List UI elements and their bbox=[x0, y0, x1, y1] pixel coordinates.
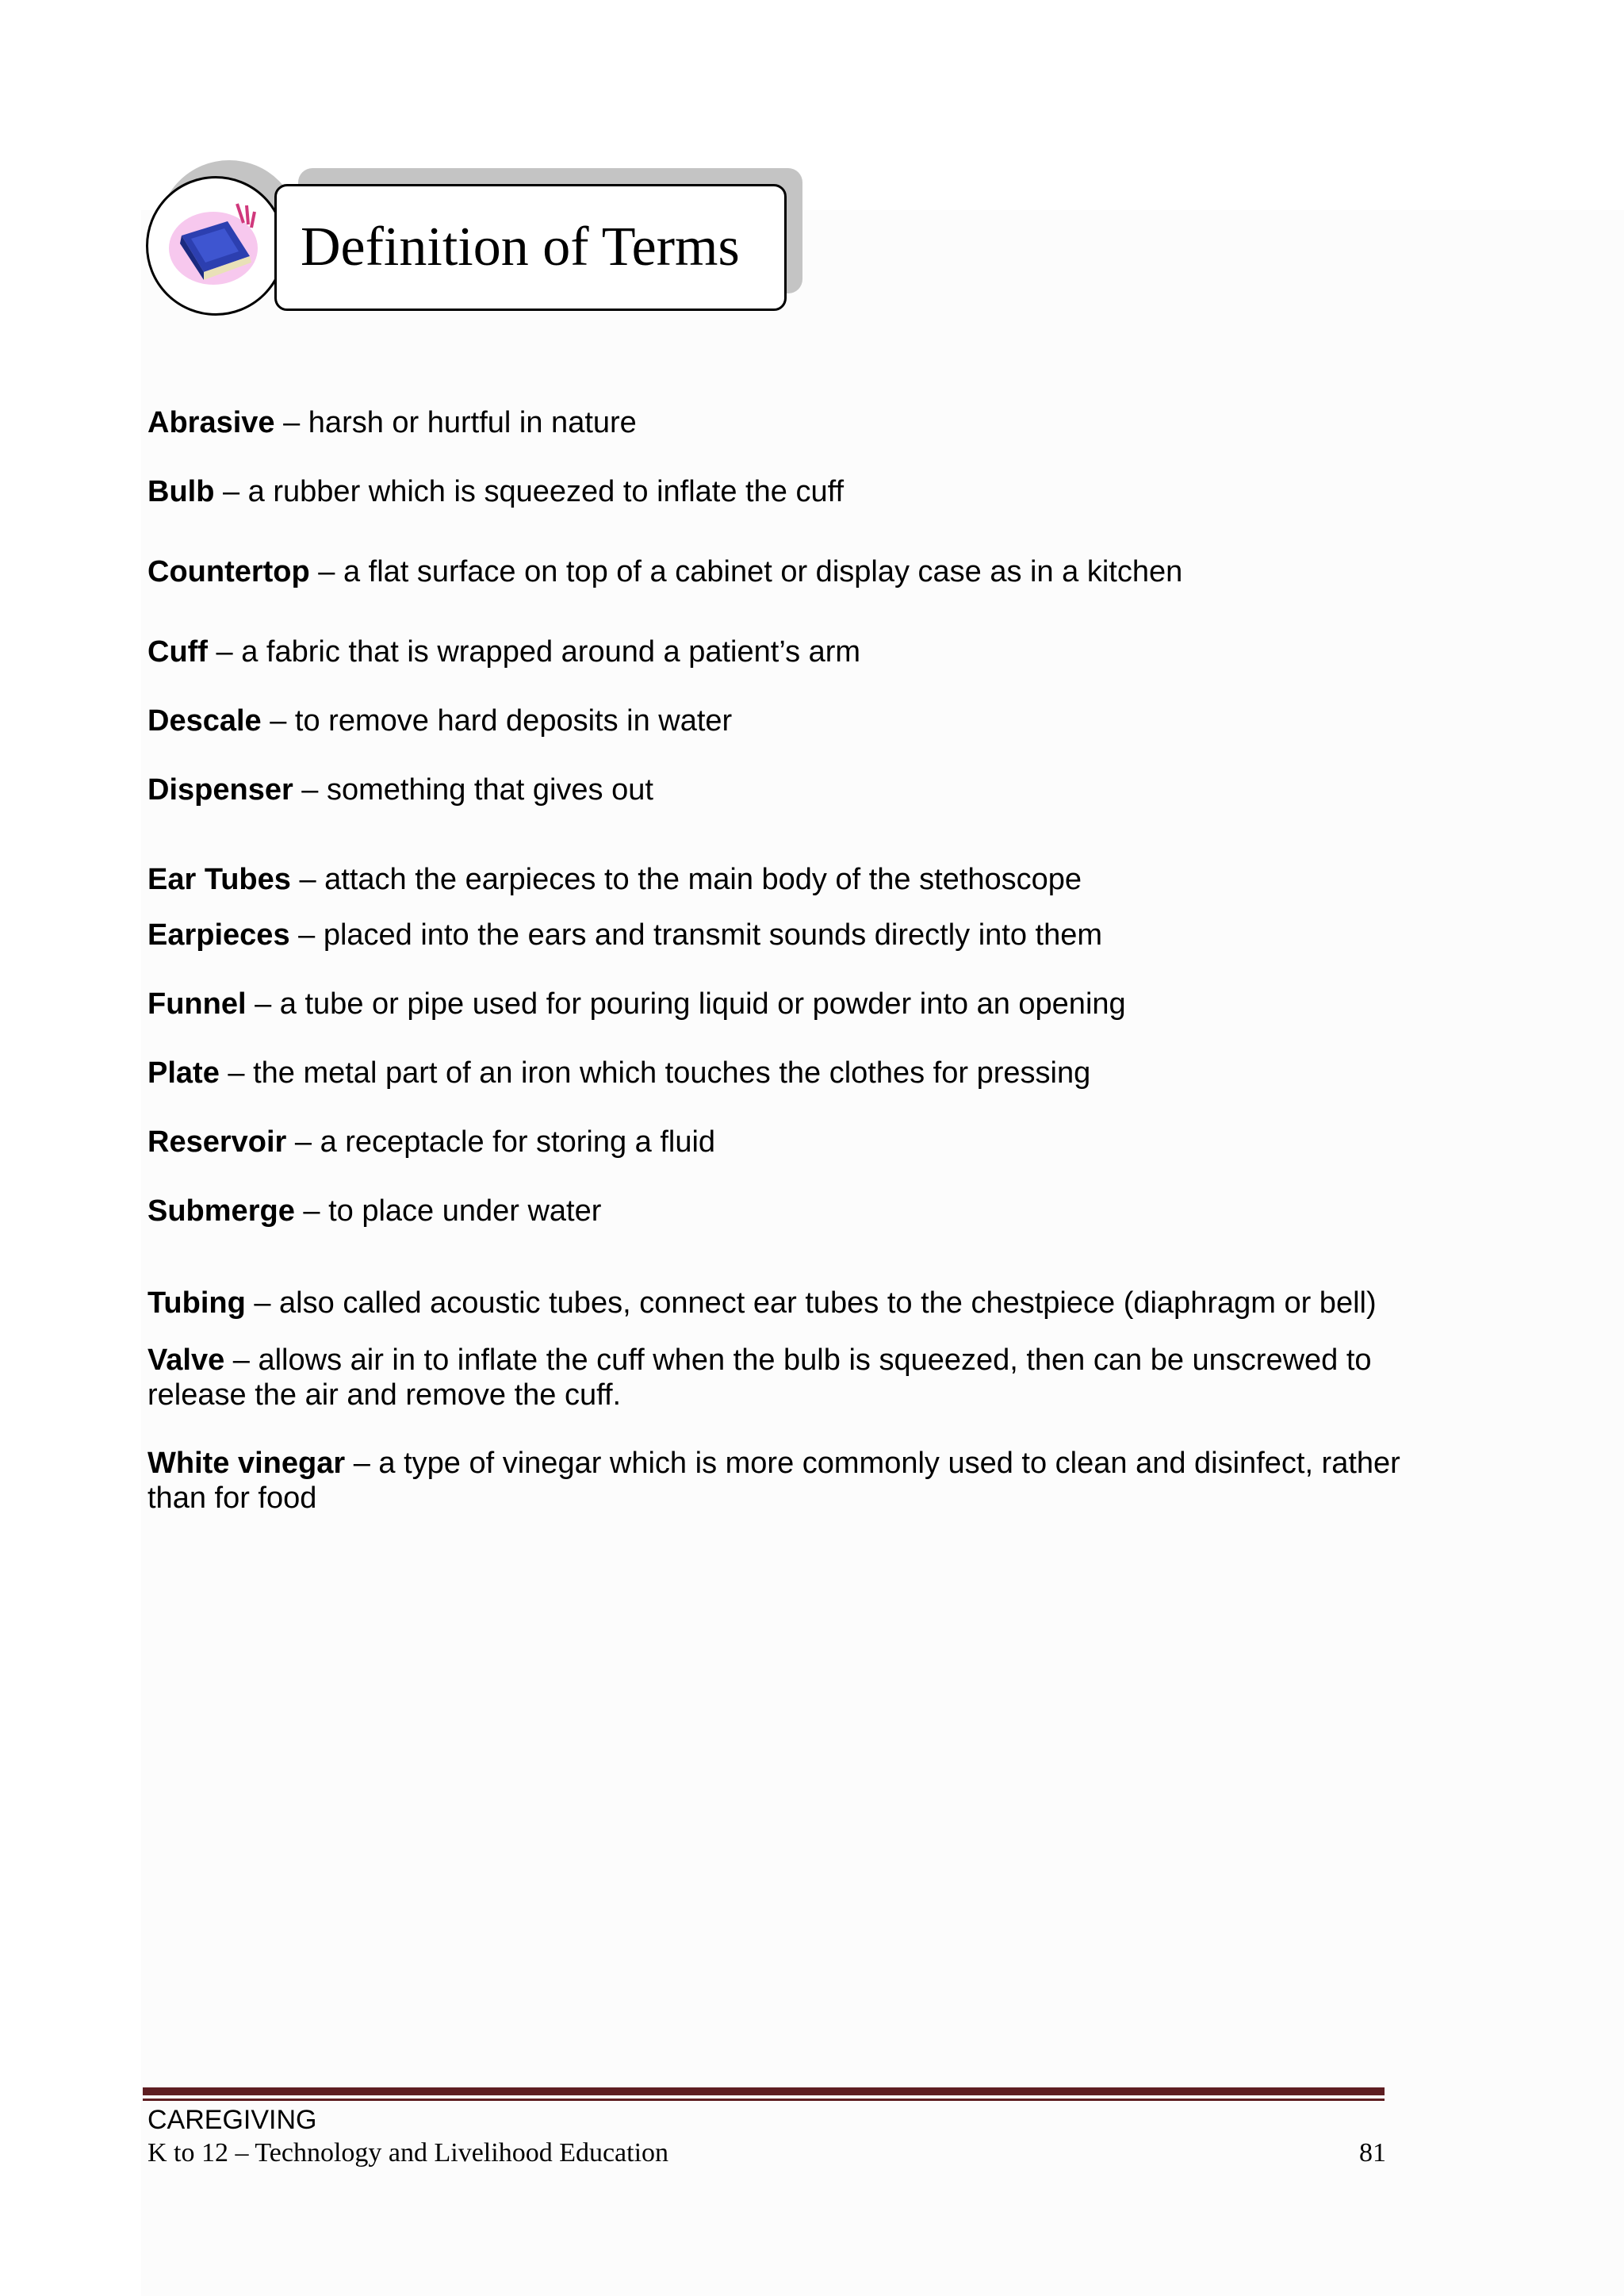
term-white-vinegar bbox=[147, 1446, 1400, 1516]
term-definition: – a receptacle for storing a fluid bbox=[286, 1125, 716, 1159]
term-bulb bbox=[147, 474, 1400, 509]
term-definition: – something that gives out bbox=[293, 773, 653, 807]
footer-rule bbox=[143, 2087, 1385, 2095]
footer-rule-thin bbox=[143, 2099, 1385, 2101]
term-valve bbox=[147, 1343, 1400, 1412]
term-name: Ear Tubes bbox=[147, 863, 291, 896]
term-definition: – placed into the ears and transmit sounds directly into them bbox=[289, 918, 1103, 952]
term-definition: – harsh or hurtful in nature bbox=[274, 406, 637, 439]
term-name: Earpieces bbox=[147, 918, 290, 952]
term-ear-tubes bbox=[147, 862, 1400, 897]
term-cuff bbox=[147, 634, 1400, 669]
term-name: Tubing bbox=[147, 1286, 246, 1320]
term-name: Reservoir bbox=[147, 1125, 287, 1159]
term-name: Countertop bbox=[147, 555, 310, 588]
header-icon-circle bbox=[146, 176, 285, 316]
term-descale bbox=[147, 703, 1400, 738]
term-definition: – also called acoustic tubes, connect ear tubes to the chestpiece (diaphragm or bell) bbox=[245, 1286, 1377, 1320]
page-title: Definition of Terms bbox=[301, 217, 740, 278]
footer-subject: CAREGIVING bbox=[147, 2105, 317, 2135]
term-dispenser bbox=[147, 772, 1400, 807]
term-plate bbox=[147, 1056, 1400, 1091]
term-name: Plate bbox=[147, 1056, 220, 1090]
term-name: Submerge bbox=[147, 1194, 295, 1228]
term-name: Valve bbox=[147, 1343, 225, 1377]
term-name: Descale bbox=[147, 704, 262, 738]
page-number: 81 bbox=[1359, 2138, 1386, 2168]
term-tubing bbox=[147, 1286, 1400, 1320]
term-definition: – a type of vinegar which is more commonly used to clean and disinfect, rather than for food bbox=[147, 1447, 1400, 1515]
term-name: Bulb bbox=[147, 475, 215, 508]
term-definition: – the metal part of an iron which touches the clothes for pressing bbox=[219, 1056, 1091, 1090]
book-icon bbox=[164, 194, 267, 297]
footer-course: K to 12 – Technology and Livelihood Education bbox=[147, 2138, 669, 2168]
term-definition: – a flat surface on top of a cabinet or display case as in a kitchen bbox=[309, 555, 1183, 588]
term-reservoir bbox=[147, 1125, 1400, 1159]
header-title-box bbox=[274, 184, 787, 311]
term-funnel bbox=[147, 987, 1400, 1022]
term-name: Funnel bbox=[147, 987, 247, 1021]
term-definition: – to place under water bbox=[294, 1194, 602, 1228]
term-definition: – a rubber which is squeezed to inflate the cuff bbox=[214, 475, 845, 508]
term-definition: – allows air in to inflate the cuff when the bulb is squeezed, then can be unscrewed to release the air and remove the cuff. bbox=[147, 1343, 1372, 1412]
term-name: Dispenser bbox=[147, 773, 293, 807]
term-name: White vinegar bbox=[147, 1447, 346, 1480]
term-name: Cuff bbox=[147, 635, 208, 669]
term-abrasive bbox=[147, 405, 1400, 440]
term-name: Abrasive bbox=[147, 406, 275, 439]
term-countertop bbox=[147, 554, 1400, 589]
term-submerge bbox=[147, 1194, 1400, 1228]
term-definition: – a tube or pipe used for pouring liquid or powder into an opening bbox=[246, 987, 1126, 1021]
term-definition: – to remove hard deposits in water bbox=[261, 704, 733, 738]
term-definition: – a fabric that is wrapped around a patient’s arm bbox=[207, 635, 861, 669]
term-definition: – attach the earpieces to the main body of the stethoscope bbox=[290, 863, 1082, 896]
term-earpieces bbox=[147, 918, 1400, 953]
page-background bbox=[141, 210, 1624, 2296]
